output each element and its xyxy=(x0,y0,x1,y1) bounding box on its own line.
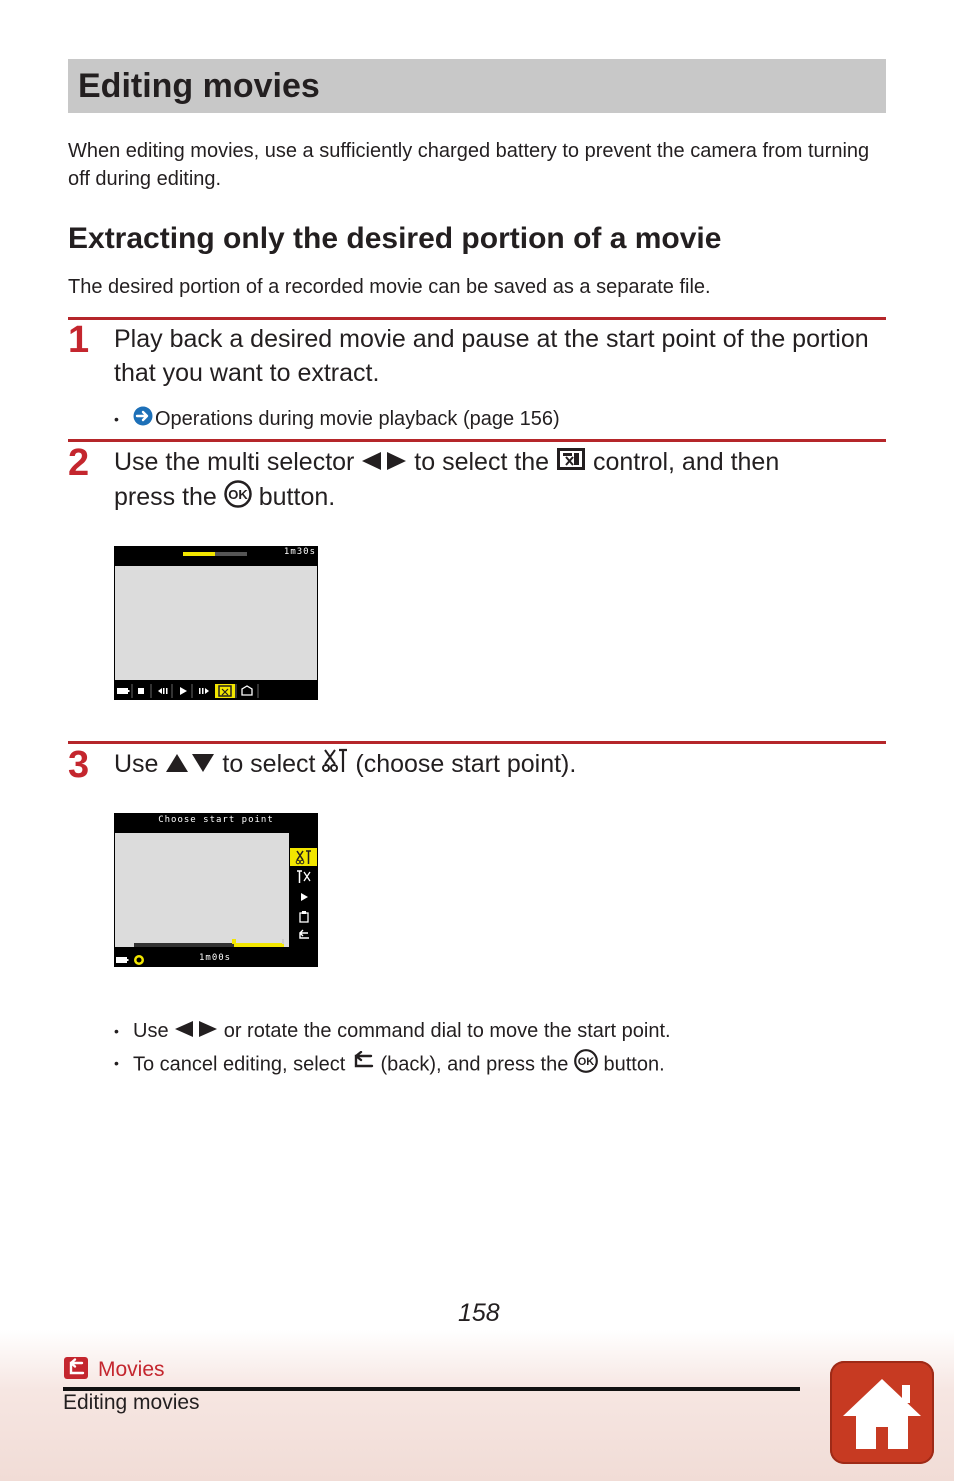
step-2-text xyxy=(114,445,874,517)
intro-paragraph: When editing movies, use a sufficiently charged battery to prevent the camera from turning off during editing. xyxy=(68,140,870,190)
left-right-arrows-icon xyxy=(174,1018,218,1046)
home-icon xyxy=(830,1361,934,1464)
movie-chapter-icon xyxy=(63,1356,89,1385)
playback-time: 1m30s xyxy=(283,547,316,557)
back-icon xyxy=(351,1051,375,1079)
page-number: 158 xyxy=(458,1299,500,1327)
page-title: Editing movies xyxy=(78,67,320,105)
step-3-text-c: (choose start point). xyxy=(355,750,577,778)
bullet-dot: • xyxy=(114,1055,119,1071)
bullet-2-text-c: button. xyxy=(603,1053,665,1076)
bullet-dot: • xyxy=(114,1023,119,1039)
title-bar xyxy=(68,59,886,113)
step-3-text-b: to select xyxy=(222,750,316,778)
left-right-arrows-icon xyxy=(361,446,407,480)
bullet-1-text-b: or rotate the command dial to move the start point. xyxy=(223,1020,671,1042)
scissors-start-icon xyxy=(322,748,348,783)
home-button[interactable] xyxy=(830,1361,934,1464)
battery-indicator xyxy=(116,953,156,965)
ok-button-icon xyxy=(574,1049,598,1081)
ok-button-icon xyxy=(224,480,252,517)
step-3-text xyxy=(114,747,874,783)
step-3-text-a: Use xyxy=(114,750,159,778)
footer-section-link[interactable]: Editing movies xyxy=(63,1391,200,1414)
playback-progress-fill xyxy=(183,552,215,556)
svg-text:OK: OK xyxy=(228,487,248,503)
bullet-dot: • xyxy=(114,411,119,427)
step-1-text: Play back a desired movie and pause at the start point of the portion that you want to extract. xyxy=(114,325,869,387)
step-3-rule xyxy=(68,741,886,744)
step-1-rule xyxy=(68,317,886,320)
section-heading: Extracting only the desired portion of a movie xyxy=(68,222,722,255)
step-1-bullet xyxy=(114,405,560,434)
step-2-text-a: Use the multi selector xyxy=(114,448,355,476)
step-2-rule xyxy=(68,439,886,442)
movie-edit-icon xyxy=(556,446,586,480)
edit-frame xyxy=(115,833,289,947)
camera-screen-playback xyxy=(114,546,318,700)
step-3-bullet-2 xyxy=(114,1049,665,1081)
screen-title: Choose start point xyxy=(158,815,274,825)
step-2-text-c: control, and then xyxy=(593,448,780,476)
edit-time: 1m00s xyxy=(199,953,232,963)
playback-progress-track xyxy=(183,552,247,556)
edit-timeline xyxy=(134,943,284,949)
step-2-number: 2 xyxy=(68,442,90,484)
edit-side-menu xyxy=(290,847,318,947)
section-intro: The desired portion of a recorded movie can be saved as a separate file. xyxy=(68,276,711,298)
footer-chapter-link[interactable]: Movies xyxy=(98,1358,165,1381)
arrow-link-icon xyxy=(133,406,153,434)
step-3-number: 3 xyxy=(68,744,90,786)
playback-control-bar xyxy=(116,683,316,699)
bullet-2-text-a: To cancel editing, select xyxy=(133,1053,346,1076)
step-2-text-d: press the xyxy=(114,483,217,512)
step-3-bullet-1 xyxy=(114,1017,671,1046)
up-down-arrows-icon xyxy=(165,748,215,782)
svg-text:OK: OK xyxy=(577,1056,595,1068)
step-2-text-e: button. xyxy=(258,483,336,512)
step-1-number: 1 xyxy=(68,319,90,361)
playback-frame xyxy=(115,566,317,680)
step-2-text-b: to select the xyxy=(414,448,550,476)
bullet-2-text-b: (back), and press the xyxy=(380,1053,569,1076)
cross-reference-link[interactable]: Operations during movie playback (page 156) xyxy=(155,408,560,430)
camera-screen-choose-start xyxy=(114,813,318,967)
bullet-1-text-a: Use xyxy=(133,1020,169,1042)
